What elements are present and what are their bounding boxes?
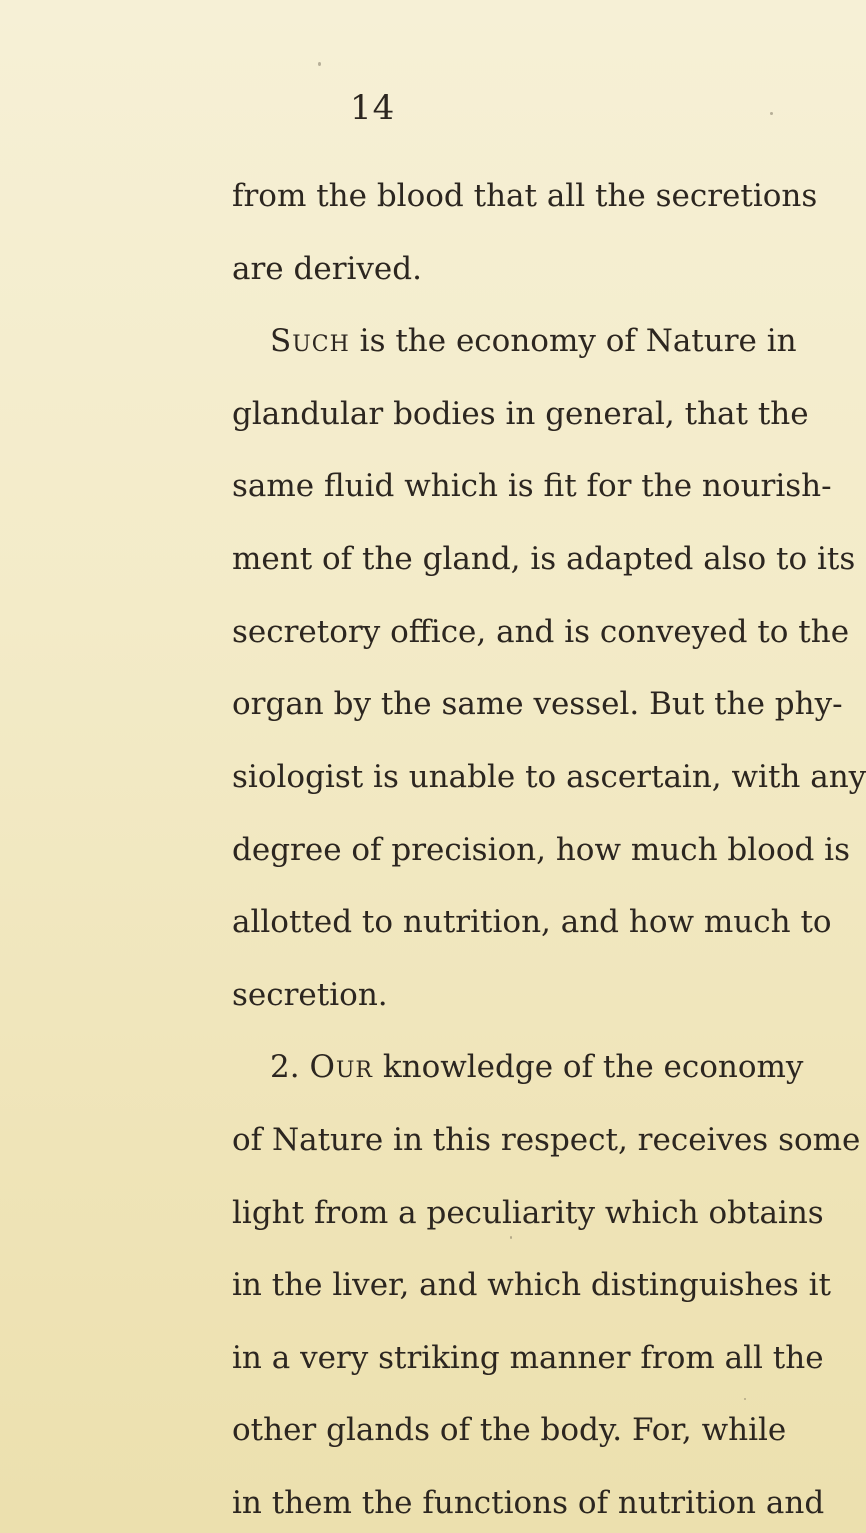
paper-speck [744,1398,746,1400]
text-line-4: glandular bodies in general, that the [232,396,809,432]
text-line-2: are derived. [232,251,422,287]
text-line-3: Such is the economy of Nature in [270,323,797,359]
text-line-9: siologist is unable to ascertain, with any [232,759,866,795]
text-line-17: in a very striking manner from all the [232,1340,824,1376]
text-line-16: in the liver, and which distinguishes it [232,1267,831,1303]
text-line-6: ment of the gland, is adapted also to its [232,541,856,577]
section-lead-word: Our [309,1049,373,1085]
paper-speck [318,62,321,66]
text-line-1: from the blood that all the secretions [232,178,818,214]
section-lead-word: Such [270,323,350,359]
text-line-12: secretion. [232,977,388,1013]
text-line-5: same fluid which is fit for the nourish- [232,468,832,504]
text-line-8: organ by the same vessel. But the phy- [232,686,843,722]
page-number: 14 [350,88,396,128]
text-line-11: allotted to nutrition, and how much to [232,904,832,940]
text-line-13: 2. Our knowledge of the economy [270,1049,804,1085]
text-line-18: other glands of the body. For, while [232,1412,787,1448]
text-line-15: light from a peculiarity which obtains [232,1195,824,1231]
text-line-10: degree of precision, how much blood is [232,832,851,868]
paper-speck [770,112,773,115]
text-line-19: in them the functions of nutrition and [232,1485,825,1521]
text-line-14: of Nature in this respect, receives some [232,1122,861,1158]
section-number: 2. [270,1049,300,1085]
paper-speck [510,1236,512,1239]
text-line-7: secretory office, and is conveyed to the [232,614,850,650]
